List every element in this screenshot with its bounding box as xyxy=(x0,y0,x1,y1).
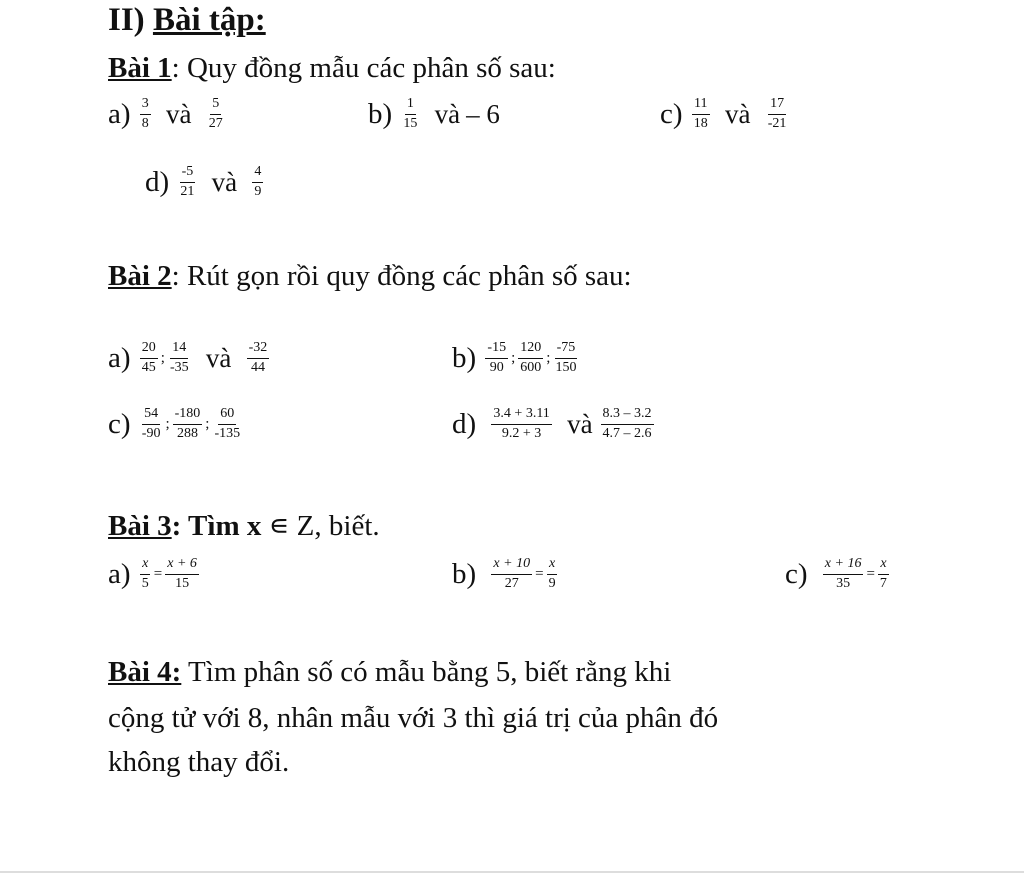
fraction: $\frac{3}{8}$ xyxy=(141,96,149,131)
item-label: d) xyxy=(145,165,170,198)
fraction: $\frac{4}{9}$ xyxy=(254,164,262,199)
exercise-3-item-a xyxy=(108,556,201,592)
section-number: II) xyxy=(108,2,145,38)
exercise-4-label: Bài 4: xyxy=(108,656,182,688)
exercise-3-condition: ∊ Z, biết. xyxy=(261,510,380,542)
separator: ; xyxy=(546,349,551,366)
fraction: $\frac{-75}{150}$ xyxy=(555,340,577,375)
conjunction: và xyxy=(567,408,593,439)
exercise-1-item-c xyxy=(660,96,790,132)
item-label: b) xyxy=(452,341,477,374)
exercise-1-item-d xyxy=(145,164,265,200)
exercise-3-item-c xyxy=(785,556,891,592)
equals-sign: = xyxy=(866,565,875,582)
equals-sign: = xyxy=(153,565,163,582)
exercise-2-text: : Rút gọn rồi quy đồng các phân số sau: xyxy=(171,260,632,292)
separator: ; xyxy=(205,415,210,432)
fraction: $\frac{20}{45}$ xyxy=(141,340,156,375)
fraction: $\frac{11}{18}$ xyxy=(693,96,708,131)
item-label: b) xyxy=(368,97,393,130)
fraction: $\frac{120}{600}$ xyxy=(520,340,542,375)
separator: ; xyxy=(165,415,170,432)
separator: ; xyxy=(160,349,165,366)
integer-value: – 6 xyxy=(466,98,500,129)
exercise-3-text: : Tìm xyxy=(171,510,247,542)
conjunction: và xyxy=(205,342,232,373)
item-label: a) xyxy=(108,97,131,130)
exercise-1-text: : Quy đồng mẫu các phân số sau: xyxy=(171,52,556,84)
fraction: $\frac{x}{5}$ xyxy=(141,556,149,591)
conjunction: và xyxy=(166,98,192,129)
fraction: $\frac{5}{27}$ xyxy=(208,96,223,131)
fraction: $\frac{x}{7}$ xyxy=(879,556,887,591)
conjunction: và xyxy=(211,166,238,197)
fraction: $\frac{-15}{90}$ xyxy=(487,340,507,375)
exercise-4-line-3 xyxy=(108,746,289,779)
exercise-4-text: cộng tử với 8, nhân mẫu với 3 thì giá trị của phân đó xyxy=(108,702,719,734)
item-label: b) xyxy=(452,557,477,590)
fraction: $\frac{3.4 + 3.11}{9.2 + 3}$ xyxy=(493,406,550,441)
exercise-2-item-c xyxy=(108,406,244,442)
exercise-2-item-d xyxy=(452,406,656,442)
item-label: c) xyxy=(785,557,808,590)
fraction: $\frac{x}{9}$ xyxy=(548,556,556,591)
exercise-4-text: không thay đổi. xyxy=(108,746,290,778)
fraction: $\frac{8.3 - 3.2}{4.7 - 2.6}$ xyxy=(602,406,652,441)
fraction: $\frac{-32}{44}$ xyxy=(248,340,268,375)
fraction: $\frac{x + 6}{15}$ xyxy=(167,556,197,591)
fraction: $\frac{60}{-135}$ xyxy=(214,406,241,441)
section-title: Bài tập: xyxy=(152,2,266,38)
conjunction: và xyxy=(725,98,751,129)
conjunction: và xyxy=(434,98,461,129)
fraction: $\frac{x + 16}{35}$ xyxy=(824,556,862,591)
exercise-1-item-a xyxy=(108,96,227,132)
exercise-2-label: Bài 2 xyxy=(108,260,172,292)
exercise-3-item-b xyxy=(452,556,560,592)
item-label: a) xyxy=(108,341,131,374)
fraction: $\frac{1}{15}$ xyxy=(403,96,418,131)
item-label: c) xyxy=(108,407,131,440)
exercise-4-text: Tìm phân số có mẫu bằng 5, biết rằng khi xyxy=(188,656,672,688)
exercise-1-item-b xyxy=(368,96,506,132)
fraction: $\frac{x + 10}{27}$ xyxy=(493,556,531,591)
equals-sign: = xyxy=(535,565,544,582)
exercise-1-label: Bài 1 xyxy=(108,52,172,84)
fraction: $\frac{-180}{288}$ xyxy=(174,406,201,441)
exercise-2-item-a xyxy=(108,340,271,376)
exercise-4-line-2 xyxy=(108,702,718,735)
item-label: c) xyxy=(660,97,683,130)
exercise-2-item-b xyxy=(452,340,580,376)
item-label: d) xyxy=(452,407,477,440)
exercise-3-title xyxy=(108,508,380,543)
exercise-2-title xyxy=(108,260,632,293)
variable: x xyxy=(246,510,262,542)
exercise-4-line-1 xyxy=(108,656,671,689)
fraction: $\frac{54}{-90}$ xyxy=(141,406,161,441)
page-bottom-divider xyxy=(0,871,1024,873)
fraction: $\frac{17}{-21}$ xyxy=(767,96,787,131)
section-heading xyxy=(108,2,266,39)
item-label: a) xyxy=(108,557,131,590)
fraction: $\frac{14}{-35}$ xyxy=(169,340,189,375)
fraction: $\frac{-5}{21}$ xyxy=(180,164,195,199)
exercise-1-title xyxy=(108,52,556,85)
separator: ; xyxy=(511,349,516,366)
exercise-3-label: Bài 3 xyxy=(108,510,172,542)
